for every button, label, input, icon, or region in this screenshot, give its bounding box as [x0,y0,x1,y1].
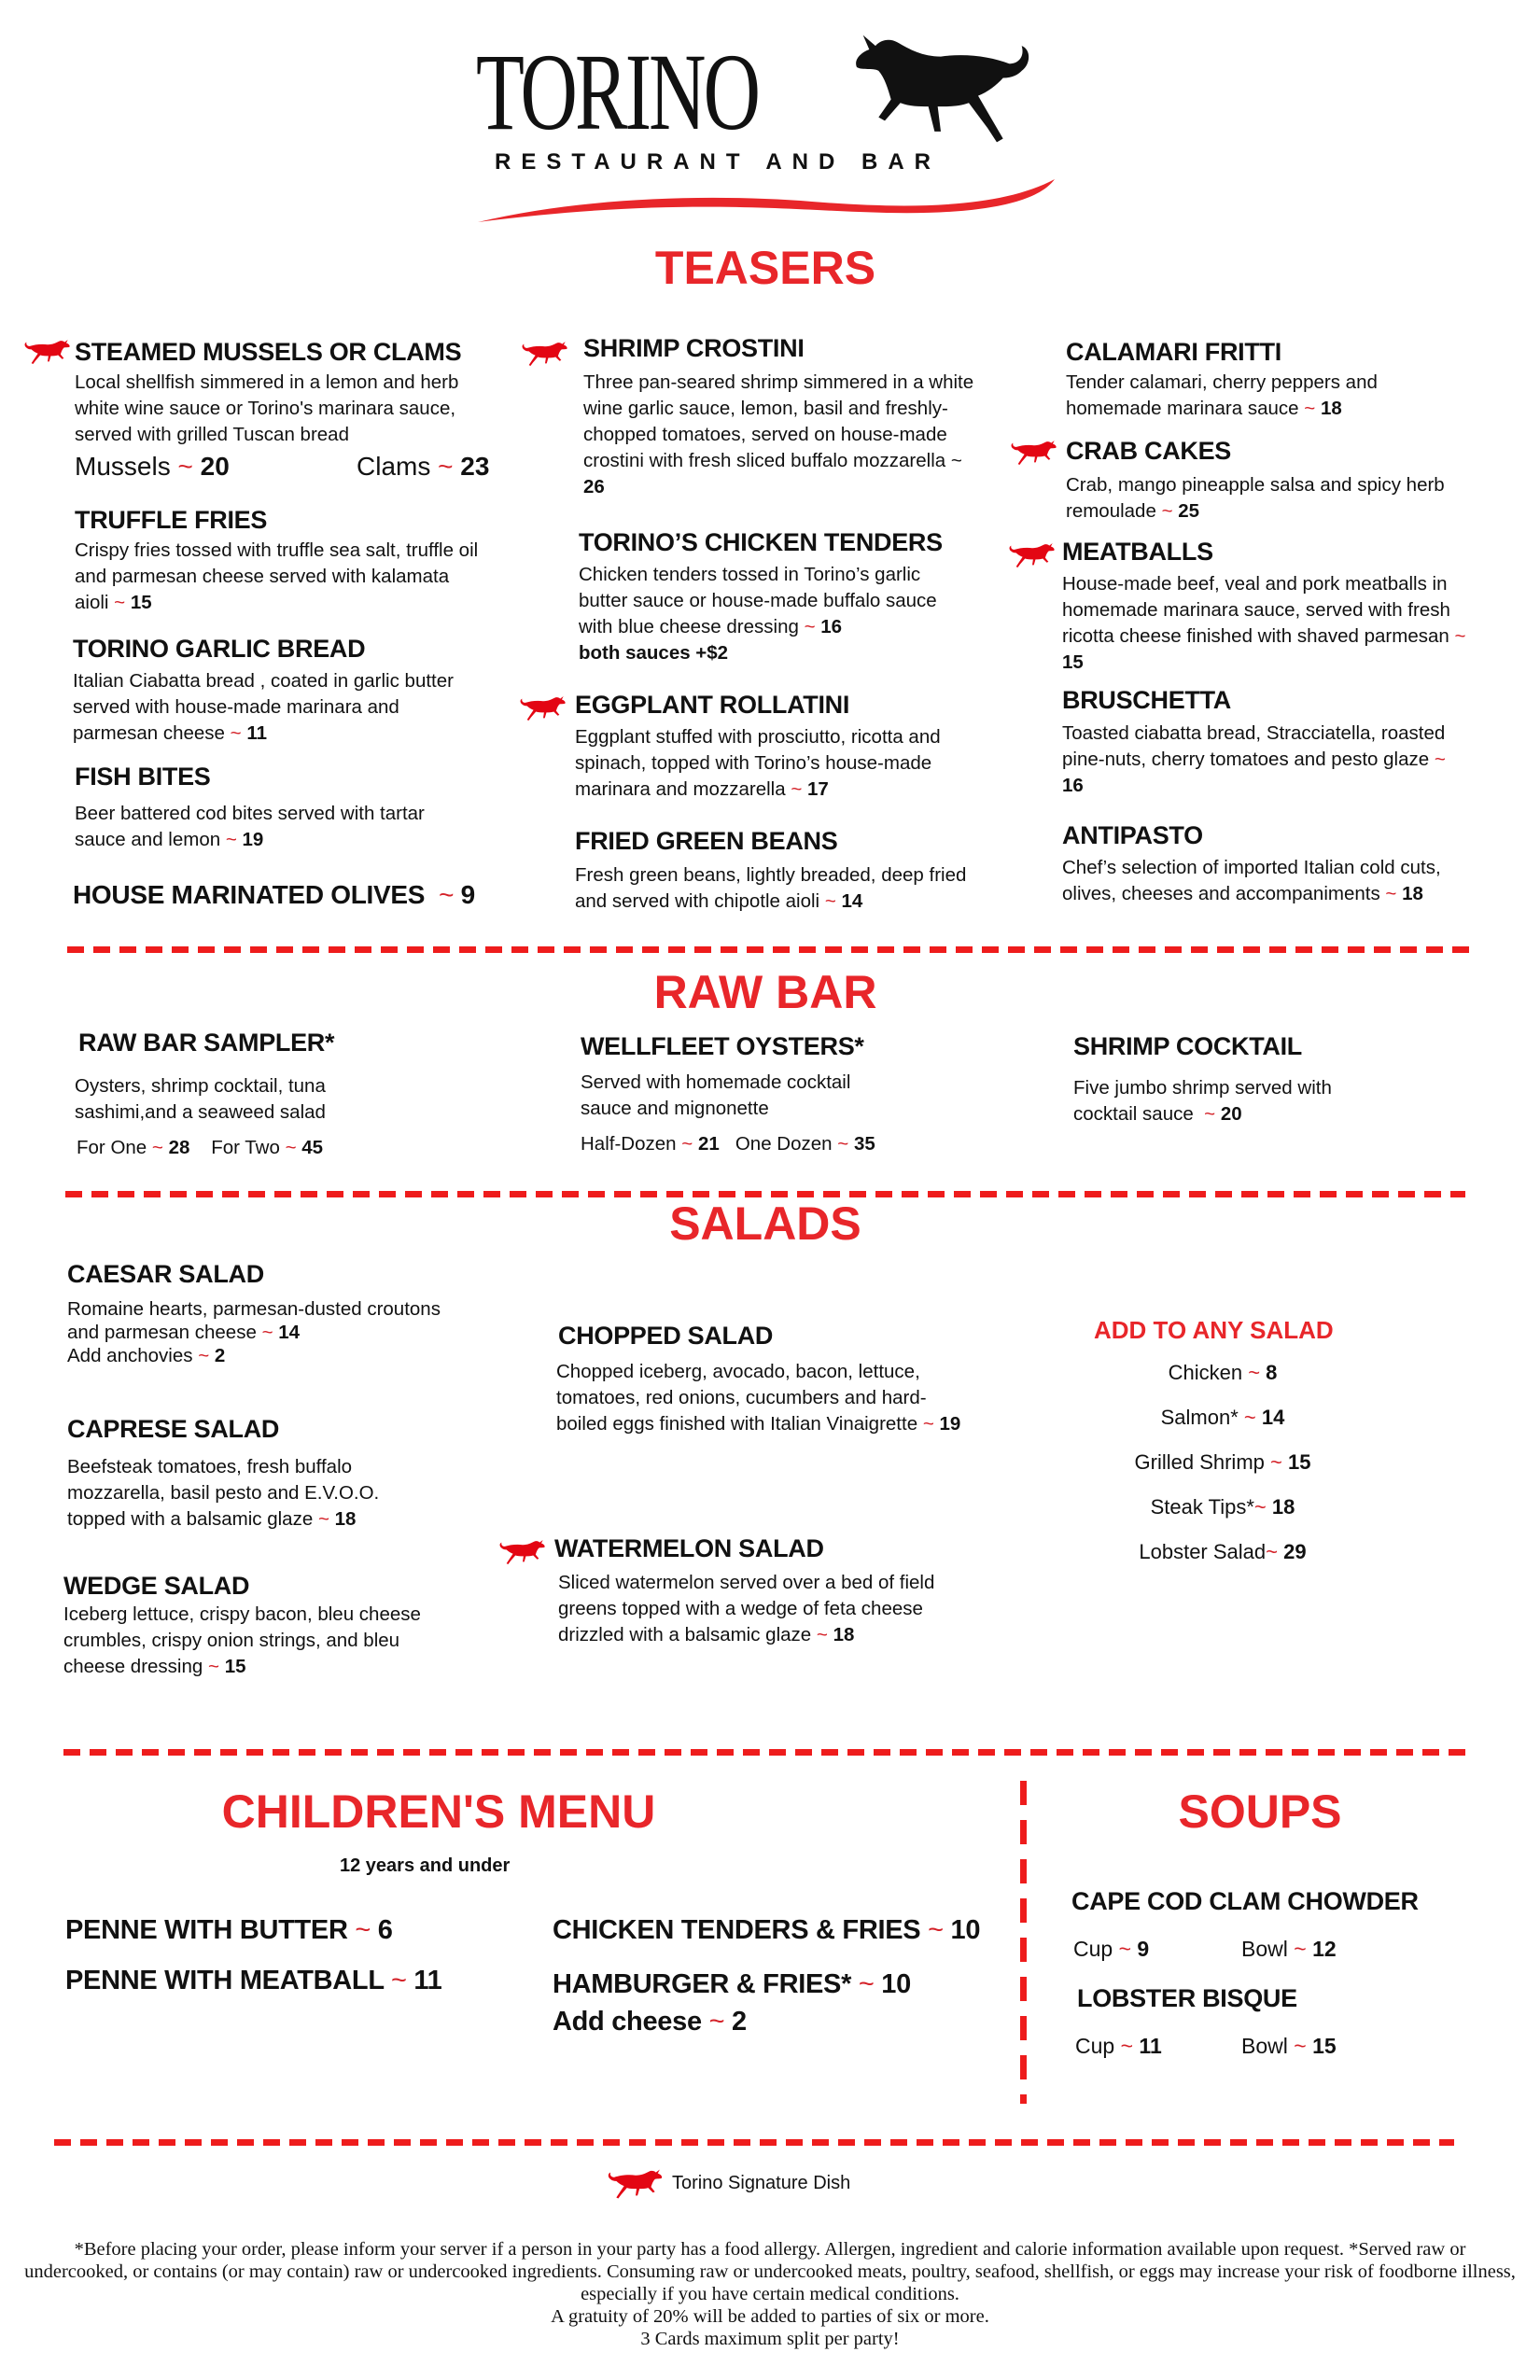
item-title: ANTIPASTO [1062,821,1203,849]
allergy-disclaimer: *Before placing your order, please inform your server if a person in your party has a food allergy. Allergen, ingredient and calorie information available upon request. *Served raw or undercooked, or contains (or may contain) raw or undercooked ingredients. Consuming raw or undercooked meats, poultry, seafood, shellfish, or eggs may increase your risk of foodborne illness, especially if you have certain medical conditions. [24,2239,1516,2304]
signature-bull-icon [498,1538,547,1566]
item-desc: Chef’s selection of imported Italian cold cuts, olives, cheeses and accompaniments ~ 18 [1062,857,1441,904]
item-title: SHRIMP CROSTINI [583,334,805,362]
children-subtitle: 12 years and under [340,1855,511,1876]
soup-cup-price: Cup ~ 9 [1073,1937,1150,1961]
addon-item: Lobster Salad~ 29 [1139,1540,1307,1563]
addon-item: Steak Tips*~ 18 [1150,1495,1295,1519]
signature-bull-icon [1010,439,1058,467]
price-options: For One ~ 28 For Two ~ 45 [77,1137,324,1158]
item-desc: Beefsteak tomatoes, fresh buffalo mozzarella, basil pesto and E.V.O.O. topped with a balsamic glaze ~ 18 [67,1456,380,1530]
gratuity-note: A gratuity of 20% will be added to parties of six or more. [551,2306,989,2327]
item-title: WEDGE SALAD [63,1572,250,1600]
item-title: BRUSCHETTA [1062,686,1231,714]
price-option-mussels: Mussels ~ 20 [75,452,230,481]
item-desc: Chicken tenders tossed in Torino’s garlic butter sauce or house-made buffalo sauce with blue cheese dressing ~ 16 both sauces +$2 [579,564,937,664]
item-desc: Eggplant stuffed with prosciutto, ricotta and spinach, topped with Torino’s house-made marinara and mozzarella ~ 17 [575,726,941,800]
item-desc: Tender calamari, cherry peppers and homemade marinara sauce ~ 18 [1066,371,1378,419]
addon-item: Chicken ~ 8 [1168,1361,1278,1384]
item-desc: Sliced watermelon served over a bed of field greens topped with a wedge of feta cheese drizzled with a balsamic glaze ~ 18 [558,1572,935,1645]
item-desc: Chopped iceberg, avocado, bacon, lettuce, tomatoes, red onions, cucumbers and hard-boiled eggs finished with Italian Vinaigrette ~ 19 [556,1361,961,1435]
item-title: FISH BITES [75,763,211,791]
card-split-note: 3 Cards maximum split per party! [640,2329,900,2349]
addon-heading: ADD TO ANY SALAD [1094,1316,1334,1344]
item-title: CHOPPED SALAD [558,1322,774,1350]
item-desc: Local shellfish simmered in a lemon and herb white wine sauce or Torino's marinara sauce, served with grilled Tuscan bread [75,371,459,445]
item-title: CALAMARI FRITTI [1066,338,1281,366]
item-desc: Crispy fries tossed with truffle sea salt, truffle oil and parmesan cheese served with kalamata aioli ~ 15 [75,539,479,613]
item-title: CAPRESE SALAD [67,1415,280,1443]
item-desc: Oysters, shrimp cocktail, tuna sashimi,and a seaweed salad [75,1075,326,1123]
item-desc: Toasted ciabatta bread, Stracciatella, roasted pine-nuts, cherry tomatoes and pesto glaze ~ 16 [1062,722,1446,796]
item-title: WATERMELON SALAD [554,1534,824,1562]
item-desc: Romaine hearts, parmesan-dusted croutons and parmesan cheese ~ 14 Add anchovies ~ 2 [67,1298,441,1366]
signature-bull-icon [23,338,72,366]
section-title-salads: SALADS [669,1197,861,1250]
soup-bowl-price: Bowl ~ 12 [1241,1937,1337,1961]
section-title-raw-bar: RAW BAR [653,966,877,1018]
column-divider [1020,1781,1027,2104]
kids-item: CHICKEN TENDERS & FRIES ~ 10 [553,1915,981,1945]
kids-item: PENNE WITH MEATBALL ~ 11 [65,1966,442,1995]
item-desc: Three pan-seared shrimp simmered in a white wine garlic sauce, lemon, basil and freshly-chopped tomatoes, served on house-made crostini with fresh sliced buffalo mozzarella ~ 26 [583,371,974,497]
item-title-with-price: HOUSE MARINATED OLIVES ~ 9 [73,880,475,909]
logo [476,28,1073,205]
item-title: MEATBALLS [1062,538,1213,566]
item-title: TORINO’S CHICKEN TENDERS [579,528,943,556]
kids-item: HAMBURGER & FRIES* ~ 10 [553,1969,911,1999]
bull-icon [847,28,1034,149]
section-divider [63,1749,1467,1756]
addon-list [1083,1361,1363,1585]
item-title: FRIED GREEN BEANS [575,827,838,855]
price-options: Half-Dozen ~ 21 One Dozen ~ 35 [581,1133,875,1155]
section-title-soups: SOUPS [1178,1785,1342,1838]
signature-bull-icon [521,340,569,368]
kids-item: PENNE WITH BUTTER ~ 6 [65,1915,393,1945]
item-title: TRUFFLE FRIES [75,506,268,534]
section-divider [54,2139,1454,2146]
signature-bull-icon [519,694,567,722]
item-title: SHRIMP COCKTAIL [1073,1032,1302,1060]
item-desc: Crab, mango pineapple salsa and spicy herb remoulade ~ 25 [1066,474,1445,522]
item-desc: Italian Ciabatta bread , coated in garlic butter served with house-made marinara and parmesan cheese ~ 11 [73,670,454,744]
section-title-teasers: TEASERS [654,242,876,294]
item-desc: Served with homemade cocktail sauce and mignonette [581,1071,851,1119]
item-title: EGGPLANT ROLLATINI [575,691,850,719]
item-title: LOBSTER BISQUE [1077,1984,1297,2012]
item-title: WELLFLEET OYSTERS* [581,1032,864,1060]
logo-swoosh [476,168,1073,224]
section-divider [67,946,1473,953]
legend-label: Torino Signature Dish [672,2173,851,2193]
logo-subtitle: RESTAURANT AND BAR [495,149,941,175]
item-title: CRAB CAKES [1066,437,1232,465]
item-desc: Iceberg lettuce, crispy bacon, bleu cheese crumbles, crispy onion strings, and bleu cheese dressing ~ 15 [63,1603,421,1677]
item-title: CAESAR SALAD [67,1260,264,1288]
bull-icon [607,2167,665,2201]
price-option-clams: Clams ~ 23 [357,452,490,481]
soup-bowl-price: Bowl ~ 15 [1241,2034,1337,2058]
item-title: CAPE COD CLAM CHOWDER [1071,1887,1419,1915]
item-desc: Fresh green beans, lightly breaded, deep fried and served with chipotle aioli ~ 14 [575,864,967,912]
addon-item: Salmon* ~ 14 [1160,1406,1285,1429]
soup-cup-price: Cup ~ 11 [1075,2034,1162,2058]
signature-bull-icon [1008,541,1057,569]
item-desc: House-made beef, veal and pork meatballs in homemade marinara sauce, served with fresh ricotta cheese finished with shaved parmesan ~ 15 [1062,573,1466,673]
item-desc: Beer battered cod bites served with tartar sauce and lemon ~ 19 [75,803,425,850]
item-title: STEAMED MUSSELS OR CLAMS [75,338,462,366]
item-title: TORINO GARLIC BREAD [73,635,366,663]
item-desc: Five jumbo shrimp served with cocktail sauce ~ 20 [1073,1077,1332,1125]
kids-extra: Add cheese ~ 2 [553,2007,747,2037]
item-title: RAW BAR SAMPLER* [78,1029,335,1057]
section-title-children: CHILDREN'S MENU [221,1785,656,1838]
addon-item: Grilled Shrimp ~ 15 [1134,1450,1311,1474]
logo-wordmark: TORINO [476,31,759,153]
